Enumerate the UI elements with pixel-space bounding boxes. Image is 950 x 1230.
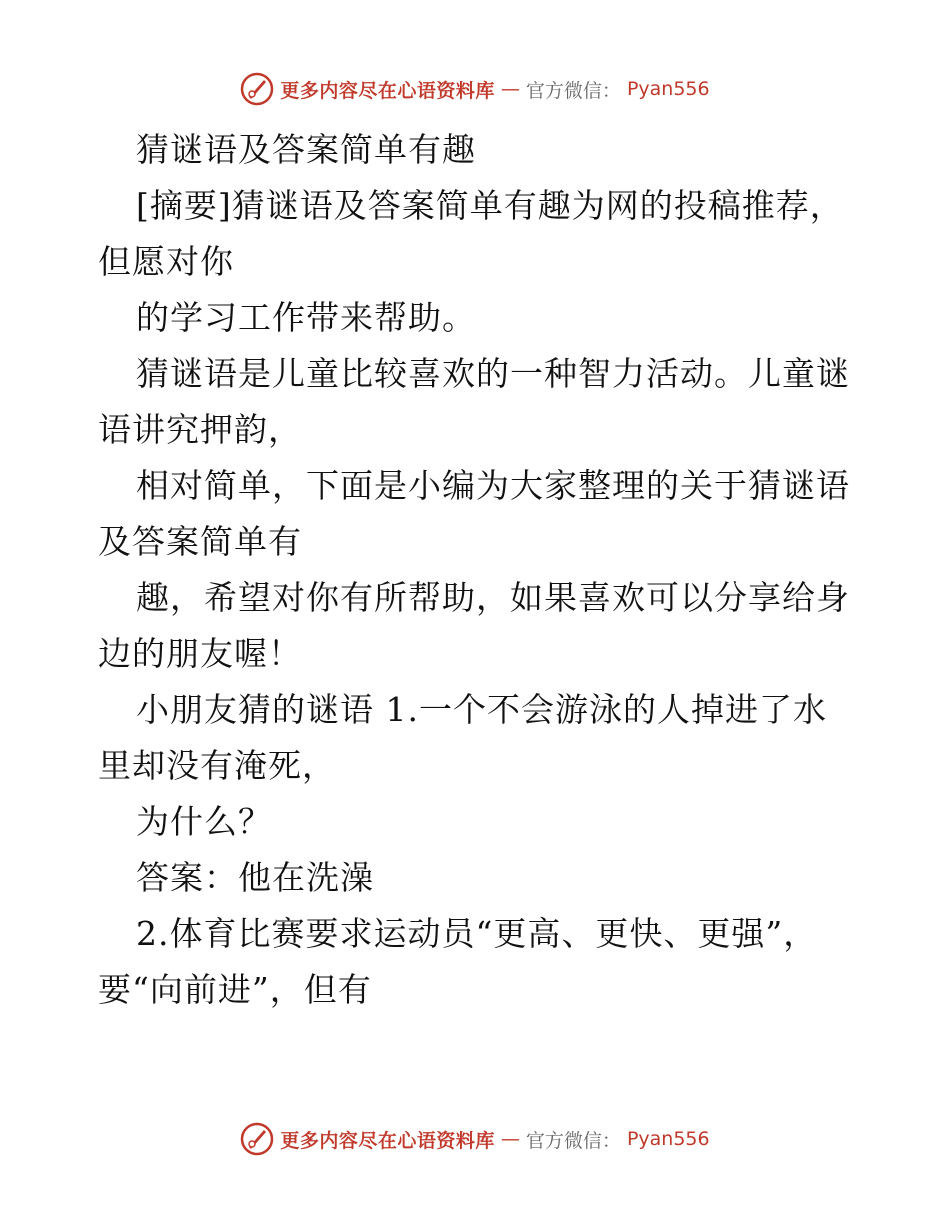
header-watermark: [0, 72, 950, 106]
footer-watermark: [0, 1122, 950, 1156]
watermark-separator: —: [500, 78, 520, 100]
quill-logo-icon: [240, 72, 274, 106]
body-paragraph: 的学习工作带来帮助。: [136, 298, 476, 337]
watermark-wechat-label: 官方微信：: [525, 1129, 621, 1152]
riddle-question: 小朋友猜的谜语 1.一个不会游泳的人掉进了水里却没有淹死，: [98, 690, 827, 785]
document-title: 猜谜语及答案简单有趣: [136, 130, 476, 169]
body-paragraph: 相对简单，下面是小编为大家整理的关于猜谜语及答案简单有: [98, 466, 850, 561]
watermark-wechat-id: Pyan556: [626, 1128, 710, 1150]
watermark-site-text: 更多内容尽在心语资料库: [280, 79, 495, 102]
riddle-answer: 答案：他在洗澡: [136, 858, 374, 897]
watermark-site-text: 更多内容尽在心语资料库: [280, 1129, 495, 1152]
document-body: [98, 122, 853, 1018]
watermark-separator: —: [500, 1128, 520, 1150]
watermark-wechat-id: Pyan556: [626, 78, 710, 100]
riddle-question: 为什么？: [136, 802, 272, 841]
abstract-paragraph: [摘要]猜谜语及答案简单有趣为网的投稿推荐，但愿对你: [98, 186, 844, 281]
body-paragraph: 趣，希望对你有所帮助，如果喜欢可以分享给身边的朋友喔！: [98, 578, 850, 673]
riddle-question: 2.体育比赛要求运动员“更高、更快、更强”，要“向前进”，但有: [98, 914, 818, 1009]
quill-logo-icon: [240, 1122, 274, 1156]
body-paragraph: 猜谜语是儿童比较喜欢的一种智力活动。儿童谜语讲究押韵，: [98, 354, 850, 449]
watermark-wechat-label: 官方微信：: [525, 79, 621, 102]
